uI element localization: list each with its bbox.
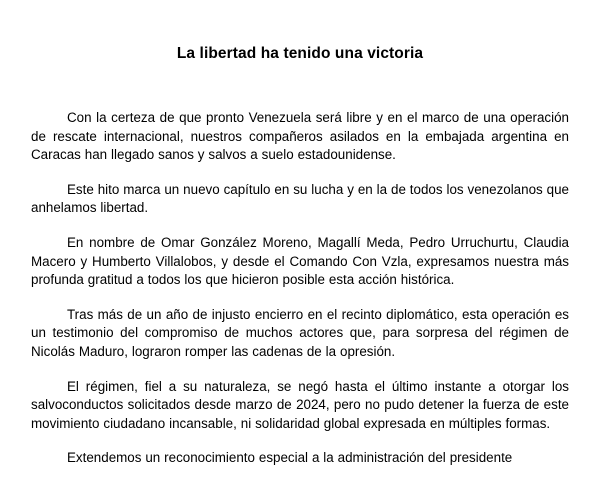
paragraph-5: El régimen, fiel a su naturaleza, se negó hasta el último instante a otorgar los salvoconductos solicitados desde marzo de 2024, pero no pudo detener la fuerza de este movimiento ciudadano incansable, ni solidaridad global expresada en múltiples formas. (31, 378, 569, 431)
document-body (31, 109, 569, 484)
document-title: La libertad ha tenido una victoria (176, 45, 424, 62)
paragraph-2: Este hito marca un nuevo capítulo en su lucha y en la de todos los venezolanos que anhelamos libertad. (31, 181, 569, 216)
paragraph-1: Con la certeza de que pronto Venezuela será libre y en el marco de una operación de rescate internacional, nuestros compañeros asilados en la embajada argentina en Caracas han llegado sanos y salvos a suelo estadounidense. (31, 110, 569, 163)
paragraph-4: Tras más de un año de injusto encierro en el recinto diplomático, esta operación es un testimonio del compromiso de muchos actores que, para sorpresa del régimen de Nicolás Maduro, lograron romper las cadenas de la opresión. (31, 306, 569, 359)
paragraph-3: En nombre de Omar González Moreno, Magallí Meda, Pedro Urruchurtu, Claudia Macero y Humberto Villalobos, y desde el Comando Con Vzla, expresamos nuestra más profunda gratitud a todos los que hicieron posible esta acción histórica. (31, 234, 569, 288)
paragraph-6: Extendemos un reconocimiento especial a la administración del presidente (67, 450, 513, 466)
